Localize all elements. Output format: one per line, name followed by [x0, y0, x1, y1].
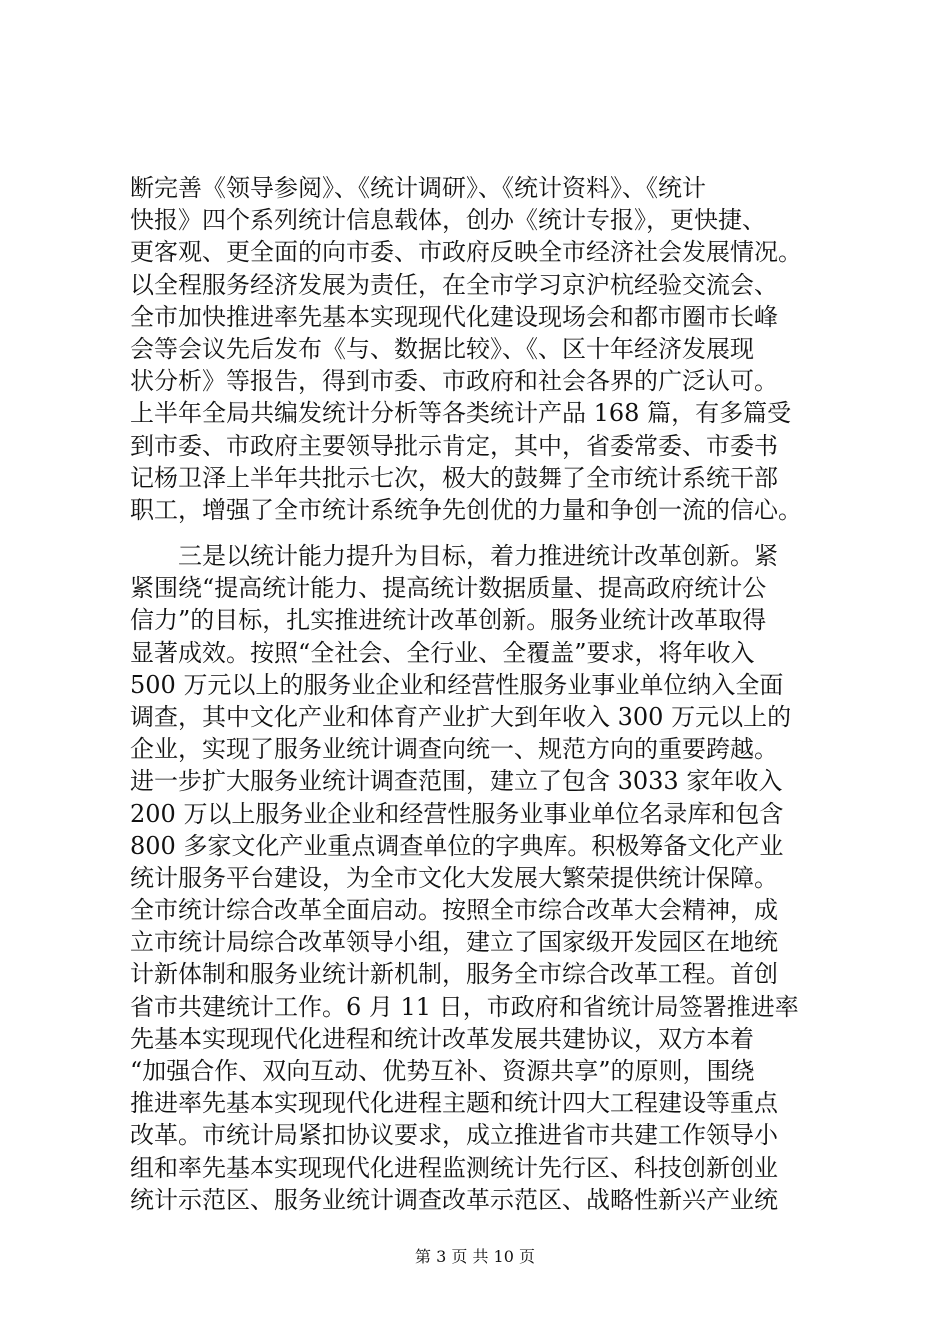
paragraph-1: [130, 172, 830, 526]
page-number-label: 第 3 页 共 10 页: [415, 1247, 535, 1266]
paragraph-1-line: 会等会议先后发布《与、数据比较》、《、区十年经济发展现: [130, 334, 754, 363]
paragraph-1-line: 快报》四个系列统计信息载体，创办《统计专报》，更快捷、: [130, 206, 766, 235]
paragraph-1-line: 以全程服务经济发展为责任，在全市学习京沪杭经验交流会、: [130, 270, 778, 299]
paragraph-2-line: 计新体制和服务业统计新机制，服务全市综合改革工程。首创: [130, 960, 778, 989]
paragraph-2-line: 省市共建统计工作。6 月 11 日，市政府和省统计局签署推进率: [130, 992, 799, 1021]
paragraph-1-line: 职工，增强了全市统计系统争先创优的力量和争创一流的信心。: [130, 495, 802, 524]
paragraph-2-line: 先基本实现现代化进程和统计改革发展共建协议，双方本着: [130, 1024, 754, 1053]
paragraph-2-line: 显著成效。按照“全社会、全行业、全覆盖”要求，将年收入: [130, 638, 755, 667]
paragraph-2-line: “加强合作、双向互动、优势互补、资源共享”的原则，围绕: [130, 1057, 755, 1085]
paragraph-1-line: 状分析》等报告，得到市委、市政府和社会各界的广泛认可。: [130, 367, 778, 396]
paragraph-2-line: 统计服务平台建设，为全市文化大发展大繁荣提供统计保障。: [130, 863, 778, 892]
paragraph-1-line: 记杨卫泽上半年共批示七次，极大的鼓舞了全市统计系统干部: [130, 463, 778, 492]
paragraph-1-line: 全市加快推进率先基本实现现代化建设现场会和都市圈市长峰: [130, 302, 778, 331]
paragraph-1-line: 断完善《领导参阅》、《统计调研》、《统计资料》、《统计: [130, 174, 706, 202]
paragraph-2-line: 改革。市统计局紧扣协议要求，成立推进省市共建工作领导小: [130, 1121, 778, 1150]
paragraph-2-line: 500 万元以上的服务业企业和经营性服务业事业单位纳入全面: [130, 670, 784, 699]
page-footer: [0, 1244, 950, 1267]
paragraph-2-line: 紧围绕“提高统计能力、提高统计数据质量、提高政府统计公: [130, 574, 767, 603]
paragraph-2-line: 企业，实现了服务业统计调查向统一、规范方向的重要跨越。: [130, 735, 778, 764]
paragraph-2-line: 信力”的目标，扎实推进统计改革创新。服务业统计改革取得: [130, 606, 767, 635]
paragraph-2-line: 调查，其中文化产业和体育产业扩大到年收入 300 万元以上的: [130, 702, 792, 731]
paragraph-2-line: 三是以统计能力提升为目标，着力推进统计改革创新。紧: [130, 542, 778, 570]
paragraph-2-line: 800 多家文化产业重点调查单位的字典库。积极筹备文化产业: [130, 831, 784, 860]
paragraph-2-line: 组和率先基本实现现代化进程监测统计先行区、科技创新创业: [130, 1153, 778, 1182]
paragraph-2-line: 推进率先基本实现现代化进程主题和统计四大工程建设等重点: [130, 1089, 778, 1118]
paragraph-2-line: 全市统计综合改革全面启动。按照全市综合改革大会精神，成: [130, 896, 778, 925]
paragraph-1-line: 更客观、更全面的向市委、市政府反映全市经济社会发展情况。: [130, 238, 802, 267]
paragraph-2-line: 统计示范区、服务业统计调查改革示范区、战略性新兴产业统: [130, 1185, 778, 1214]
paragraph-2-line: 进一步扩大服务业统计调查范围，建立了包含 3033 家年收入: [130, 767, 783, 796]
paragraph-2: [130, 540, 830, 1216]
paragraph-1-line: 到市委、市政府主要领导批示肯定，其中，省委常委、市委书: [130, 431, 778, 460]
paragraph-2-line: 200 万以上服务业企业和经营性服务业事业单位名录库和包含: [130, 799, 784, 828]
paragraph-1-line: 上半年全局共编发统计分析等各类统计产品 168 篇，有多篇受: [130, 399, 792, 428]
paragraph-2-line: 立市统计局综合改革领导小组，建立了国家级开发园区在地统: [130, 928, 778, 957]
